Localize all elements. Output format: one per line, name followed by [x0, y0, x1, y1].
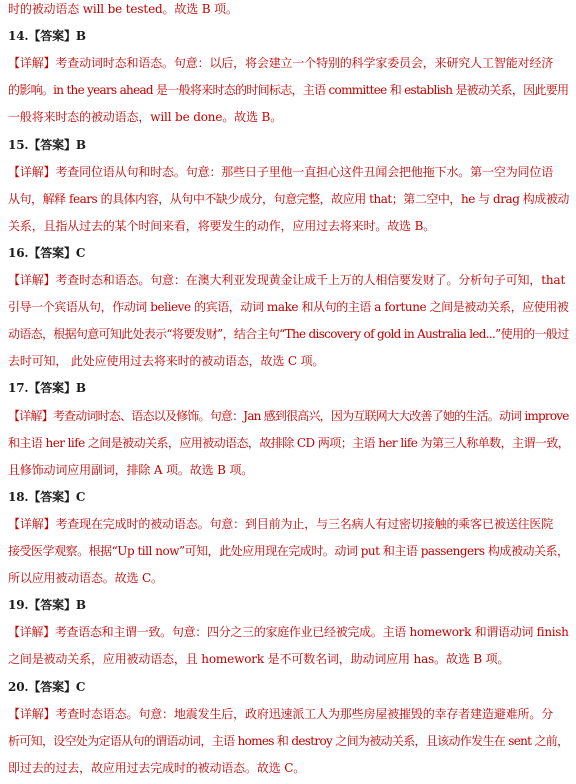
explanation-line: 和主语 her life 之间是被动关系，应用被动语态，故排除 CD 两项；主语 her life 为第三人称单数，主谓一致， — [8, 435, 570, 450]
answer-heading: 16.【答案】C — [8, 245, 86, 260]
explanation-line: 【详解】考查现在完成时的被动语态。句意：到目前为止，与三名病人有过密切接触的乘客已被送往医院 — [8, 516, 554, 531]
explanation-line: 【详解】考查同位语从句和时态。句意：那些日子里他一直担心这件丑闻会把他拖下水。第一空为同位语 — [8, 164, 554, 179]
explanation-line: 动语态，根据句意可知此处表示“将要发财”，结合主句“The discovery of gold in Australia led...”使用的一般过 — [8, 327, 569, 342]
answer-heading: 20.【答案】C — [8, 679, 86, 694]
explanation-line: 析可知，设空处为定语从句的谓语动词，主语 homes 和 destroy 之间为被动关系，且该动作发生在 sent 之前， — [8, 733, 569, 748]
explanation-line: 之间是被动关系，应用被动语态，且 homework 是不可数名词，助动词应用 has。故选 B 项。 — [8, 652, 510, 667]
explanation-line: 【详解】考查语态和主谓一致。句意：四分之三的家庭作业已经被完成。主语 homework 和谓语动词 finish — [8, 625, 569, 640]
explanation-line: 引导一个宾语从句，作动词 believe 的宾语，动词 make 和从句的主语 a fortune 之间是被动关系，应使用被 — [8, 300, 569, 315]
explanation-line: 关系，且指从过去的某个时间来看，将要发生的动作，应用过去将来时。故选 B。 — [8, 218, 436, 233]
answer-heading: 18.【答案】C — [8, 489, 86, 504]
explanation-line: 【详解】考查动词时态和语态。句意：以后，将会建立一个特别的科学家委员会，来研究人工智能对经济 — [8, 56, 554, 71]
explanation-line: 时的被动语态 will be tested。故选 B 项。 — [8, 2, 238, 16]
answer-heading: 19.【答案】B — [8, 598, 86, 613]
explanation-line: 所以应用被动语态。故选 C。 — [8, 571, 163, 586]
explanation-line: 【详解】考查动词时态、语态以及修饰。句意：Jan 感到很高兴，因为互联网大大改善了她的生活。动词 improve — [8, 408, 569, 423]
explanation-line: 接受医学观察。根据“Up till now”可知，此处应用现在完成时。动词 put 和主语 passengers 构成被动关系， — [8, 544, 569, 558]
answer-heading: 14.【答案】B — [8, 29, 86, 44]
answer-heading: 17.【答案】B — [8, 381, 86, 396]
answer-heading: 15.【答案】B — [8, 137, 86, 152]
explanation-line: 且修饰动词应用副词，排除 A 项。故选 B 项。 — [8, 462, 254, 477]
explanation-line: 【详解】考查时态语态。句意：地震发生后，政府迅速派工人为那些房屋被摧毁的幸存者建造避难所。分 — [8, 706, 554, 721]
explanation-line: 一般将来时态的被动语态，will be done。故选 B。 — [8, 110, 283, 125]
explanation-line: 的影响。in the years ahead 是一般将来时态的时间标志，主语 committee 和 establish 是被动关系，因此要用 — [8, 83, 569, 98]
explanation-line: 【详解】考查时态和语态。句意：在澳大利亚发现黄金让成千上万的人相信要发财了。分析句子可知，that — [8, 273, 566, 287]
explanation-line: 去时可知， 此处应使用过去将来时的被动语态，故选 C 项。 — [8, 354, 325, 369]
explanation-line: 即过去的过去，故应用过去完成时的被动语态。故选 C。 — [8, 760, 306, 775]
explanation-line: 从句，解释 fears 的具体内容，从句中不缺少成分，句意完整，故应用 that；第二空中，he 与 drag 构成被动 — [8, 191, 569, 206]
